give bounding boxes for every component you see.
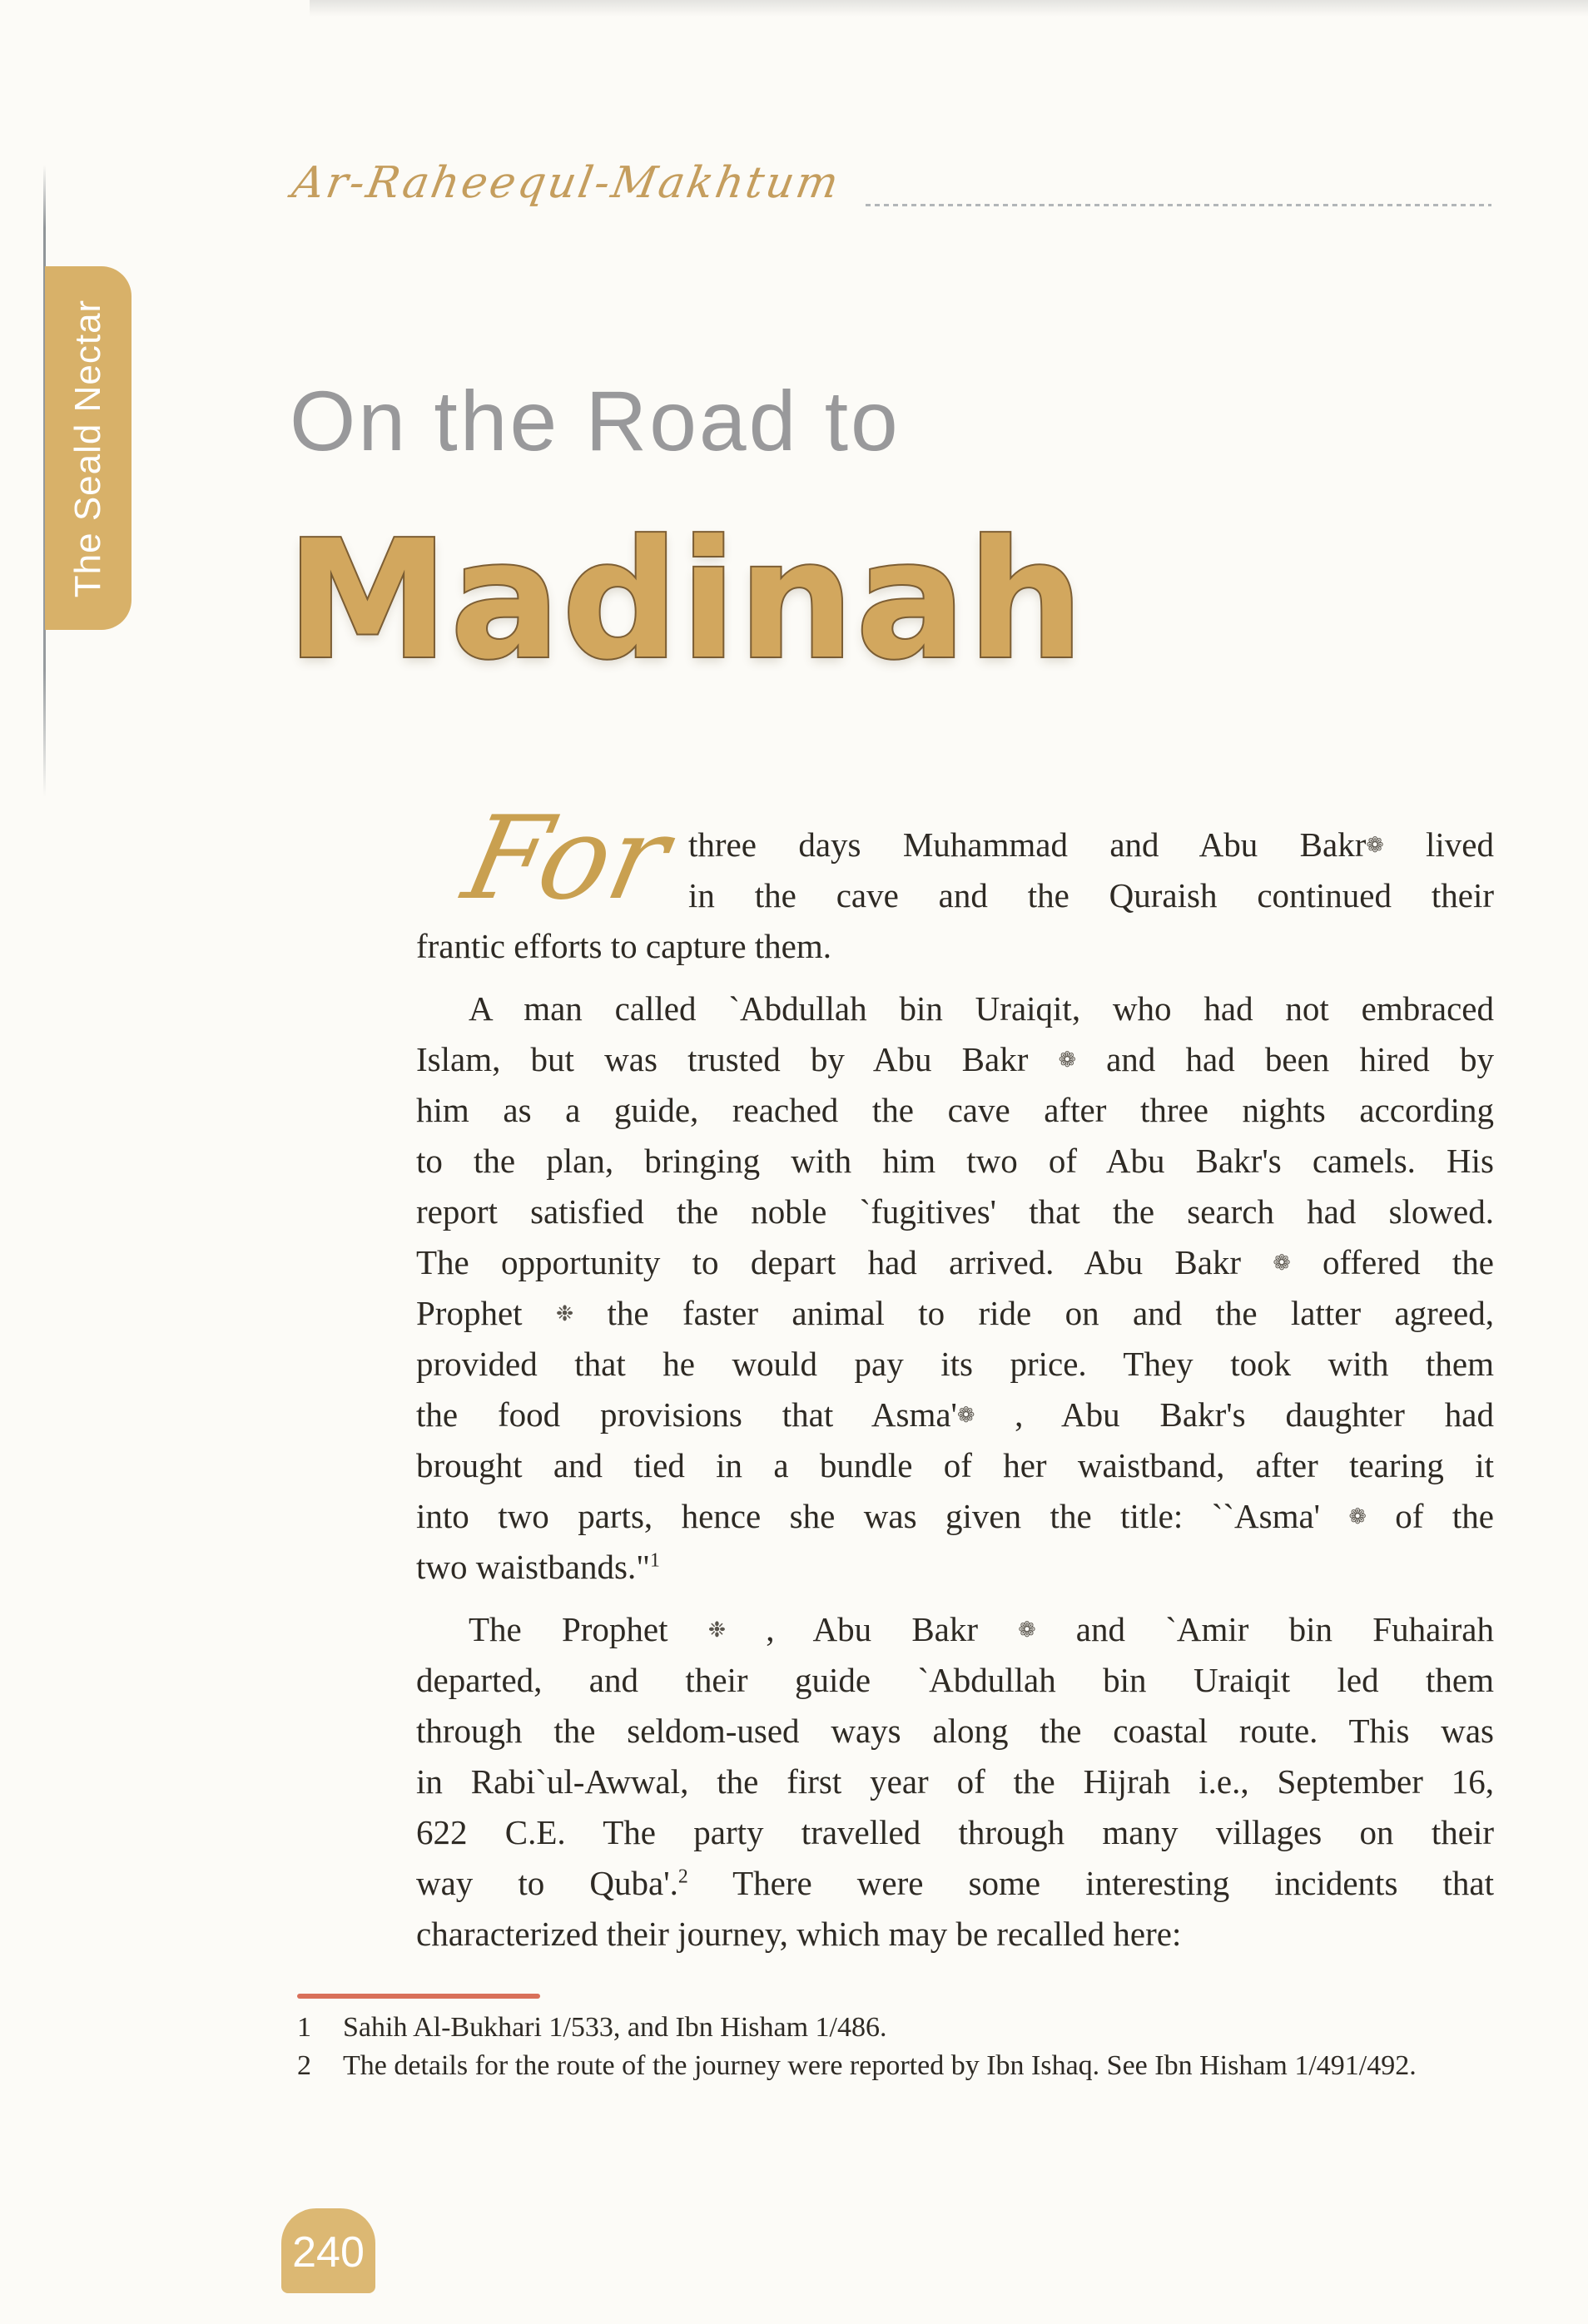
text-line: him as a guide, reached the cave after three nights according xyxy=(416,1091,1494,1129)
footnote-reference: 1 xyxy=(649,1549,660,1572)
radiallahu-anhu-honorific: ❁ xyxy=(956,1404,975,1427)
body-text xyxy=(416,791,1494,1960)
text-line: into two parts, hence she was given the title: ``Asma' ❁ of the xyxy=(416,1491,1494,1542)
footnote-item xyxy=(297,2047,1436,2085)
running-header-book-title: Ar-Raheequl-Makhtum xyxy=(288,158,845,208)
footnote-text: Sahih Al-Bukhari 1/533, and Ibn Hisham 1/486. xyxy=(343,2012,887,2043)
text-line: 622 C.E. The party travelled through many villages on their xyxy=(416,1813,1494,1851)
paragraph xyxy=(416,1604,1494,1960)
footnote-number: 2 xyxy=(297,2050,311,2081)
text-line: the food provisions that Asma'❁ , Abu Bakr's daughter had xyxy=(416,1390,1494,1440)
footnote-number: 1 xyxy=(297,2012,311,2043)
chapter-title-kicker: On the Road to xyxy=(290,374,901,468)
paragraph xyxy=(416,984,1494,1593)
footnote-divider xyxy=(297,1994,540,1999)
text-line: brought and tied in a bundle of her waistband, after tearing it xyxy=(416,1446,1494,1484)
text-line: characterized their journey, which may be recalled here: xyxy=(416,1915,1182,1953)
header-dotted-rule xyxy=(866,204,1491,206)
radiallahu-anhu-honorific: ❁ xyxy=(1366,834,1384,857)
radiallahu-anhu-honorific: ❁ xyxy=(1273,1251,1291,1275)
text-line: The Prophet ❉ , Abu Bakr ❁ and `Amir bin Fuhairah xyxy=(416,1604,1494,1655)
dropcap-for: For xyxy=(453,791,680,925)
footnotes xyxy=(297,2009,1436,2085)
text-line: provided that he would pay its price. They took with them xyxy=(416,1345,1494,1383)
text-line: Islam, but was trusted by Abu Bakr ❁ and had been hired by xyxy=(416,1034,1494,1085)
page-number: 240 xyxy=(292,2228,365,2277)
text-line: report satisfied the noble `fugitives' that the search had slowed. xyxy=(416,1192,1494,1231)
radiallahu-anhu-honorific: ❁ xyxy=(1018,1618,1036,1642)
side-tab-label: The Seald Nectar xyxy=(67,299,108,597)
text-line: two waistbands."$^1$ xyxy=(416,1548,660,1586)
text-line: frantic efforts to capture them. xyxy=(416,927,832,965)
text-line: through the seldom-used ways along the coastal route. This was xyxy=(416,1712,1494,1750)
text-line: in the cave and the Quraish continued their xyxy=(688,876,1494,914)
footnote-reference: 2 xyxy=(677,1866,688,1888)
text-line: departed, and their guide `Abdullah bin Uraiqit led them xyxy=(416,1661,1494,1699)
scan-edge-shadow xyxy=(310,0,1588,17)
text-line: Prophet ❉ the faster animal to ride on and the latter agreed, xyxy=(416,1288,1494,1339)
sallallahu-alayhi-wasallam-honorific: ❉ xyxy=(707,1618,727,1642)
text-line: to the plan, bringing with him two of Abu Bakr's camels. His xyxy=(416,1142,1494,1180)
text-line: A man called `Abdullah bin Uraiqit, who had not embraced xyxy=(469,989,1494,1028)
footnote-item xyxy=(297,2009,1436,2047)
page-number-badge xyxy=(281,2208,375,2293)
chapter-side-tab xyxy=(45,266,132,630)
text-line: three days Muhammad and Abu Bakr❁ lived xyxy=(416,820,1494,870)
sallallahu-alayhi-wasallam-honorific: ❉ xyxy=(555,1302,574,1326)
footnote-text: The details for the route of the journey were reported by Ibn Ishaq. See Ibn Hisham 1/491/492. xyxy=(343,2050,1417,2081)
text-line: The opportunity to depart had arrived. Abu Bakr ❁ offered the xyxy=(416,1237,1494,1288)
radiallahu-anhu-honorific: ❁ xyxy=(1348,1505,1367,1529)
text-line: way to Quba'.$^2$ There were some interesting incidents that xyxy=(416,1864,1494,1902)
chapter-title-main: Madinah xyxy=(286,506,1086,696)
radiallahu-anhu-honorific: ❁ xyxy=(1058,1048,1076,1072)
text-line: in Rabi`ul-Awwal, the first year of the Hijrah i.e., September 16, xyxy=(416,1762,1494,1801)
